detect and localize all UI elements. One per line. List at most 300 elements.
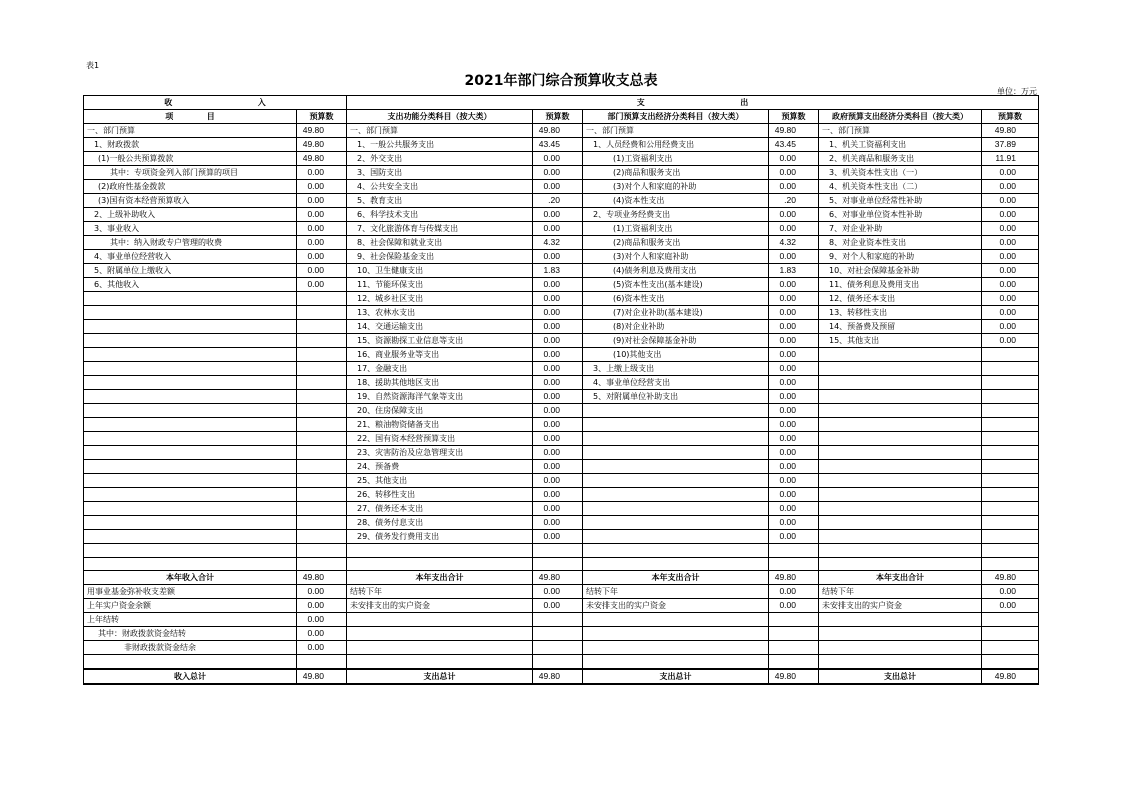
gov-amount-cell [982,474,1039,488]
gov-amount-cell: 0.00 [982,306,1039,320]
table-row [84,474,1039,488]
income-amount-cell: 0.00 [297,599,347,613]
gov-item-cell: 1、机关工资福利支出 [819,138,982,152]
col-header-budget-2: 预算数 [533,110,583,124]
func-item-cell: 支出总计 [347,669,533,684]
gov-item-cell [819,460,982,474]
func-amount-cell: 0.00 [533,530,583,544]
econ-amount-cell: 0.00 [769,516,819,530]
income-amount-cell: 0.00 [297,627,347,641]
table-row [84,194,1039,208]
econ-item-cell: (3)对个人和家庭的补助 [583,180,769,194]
grand-total-row [84,669,1039,684]
income-item-cell: 5、附属单位上缴收入 [84,264,297,278]
gov-amount-cell: 0.00 [982,180,1039,194]
income-item-cell: (2)政府性基金拨款 [84,180,297,194]
func-amount-cell [533,613,583,627]
income-item-cell: 收入总计 [84,669,297,684]
income-item-cell: 上年结转 [84,613,297,627]
col-header-budget-4: 预算数 [982,110,1039,124]
table-row [84,222,1039,236]
econ-item-cell: (2)商品和服务支出 [583,236,769,250]
income-amount-cell [297,292,347,306]
income-amount-cell [297,362,347,376]
income-item-cell: 其中：纳入财政专户管理的收费 [84,236,297,250]
gov-amount-cell [982,376,1039,390]
gov-item-cell [819,557,982,571]
gov-amount-cell: 0.00 [982,222,1039,236]
income-item-cell [84,404,297,418]
econ-amount-cell: 0.00 [769,488,819,502]
income-amount-cell [297,516,347,530]
gov-amount-cell: 0.00 [982,278,1039,292]
econ-amount-cell: 0.00 [769,278,819,292]
func-amount-cell: 0.00 [533,446,583,460]
econ-item-cell: (5)资本性支出(基本建设) [583,278,769,292]
gov-item-cell: 支出总计 [819,669,982,684]
carry-row [84,627,1039,641]
gov-item-cell: 6、对事业单位资本性补助 [819,208,982,222]
gov-item-cell: 结转下年 [819,585,982,599]
income-item-cell [84,655,297,669]
func-item-cell: 7、文化旅游体育与传媒支出 [347,222,533,236]
func-amount-cell: 0.00 [533,334,583,348]
income-item-cell: (1)一般公共预算拨款 [84,152,297,166]
func-item-cell: 10、卫生健康支出 [347,264,533,278]
func-amount-cell: 43.45 [533,138,583,152]
gov-item-cell [819,544,982,558]
func-item-cell: 19、自然资源海洋气象等支出 [347,390,533,404]
func-item-cell: 本年支出合计 [347,571,533,585]
income-amount-cell: 0.00 [297,613,347,627]
func-amount-cell: 0.00 [533,306,583,320]
income-amount-cell: 0.00 [297,180,347,194]
gov-amount-cell: 0.00 [982,264,1039,278]
func-amount-cell: 0.00 [533,432,583,446]
gov-amount-cell [982,446,1039,460]
econ-item-cell: 支出总计 [583,669,769,684]
econ-amount-cell: 0.00 [769,362,819,376]
income-item-cell: (3)国有资本经营预算收入 [84,194,297,208]
econ-item-cell [583,544,769,558]
income-amount-cell [297,557,347,571]
income-item-cell: 非财政拨款资金结余 [84,641,297,655]
table-row [84,557,1039,571]
income-amount-cell: 49.80 [297,124,347,138]
col-header-gov: 政府预算支出经济分类科目（按大类） [819,110,982,124]
func-amount-cell: 0.00 [533,516,583,530]
gov-amount-cell [982,390,1039,404]
econ-item-cell: (6)资本性支出 [583,292,769,306]
gov-amount-cell: 0.00 [982,166,1039,180]
econ-item-cell [583,460,769,474]
econ-item-cell [583,627,769,641]
col-header-budget-3: 预算数 [769,110,819,124]
econ-amount-cell [769,655,819,669]
econ-item-cell: 3、上缴上级支出 [583,362,769,376]
income-item-cell [84,292,297,306]
func-amount-cell: 0.00 [533,460,583,474]
func-item-cell: 16、商业服务业等支出 [347,348,533,362]
gov-amount-cell: 37.89 [982,138,1039,152]
func-item-cell: 8、社会保障和就业支出 [347,236,533,250]
income-amount-cell [297,306,347,320]
func-amount-cell: 0.00 [533,362,583,376]
gov-item-cell [819,362,982,376]
func-item-cell: 29、债务发行费用支出 [347,530,533,544]
col-header-econ: 部门预算支出经济分类科目（按大类） [583,110,769,124]
income-amount-cell: 49.80 [297,152,347,166]
func-amount-cell [533,557,583,571]
gov-item-cell: 7、对企业补助 [819,222,982,236]
income-amount-cell [297,432,347,446]
econ-amount-cell: 0.00 [769,348,819,362]
table-row [84,390,1039,404]
table-row [84,530,1039,544]
econ-amount-cell: 0.00 [769,152,819,166]
gov-item-cell [819,488,982,502]
table-row [84,544,1039,558]
table-row [84,362,1039,376]
gov-item-cell [819,390,982,404]
income-amount-cell [297,460,347,474]
func-item-cell: 27、债务还本支出 [347,502,533,516]
gov-item-cell [819,655,982,669]
gov-item-cell: 11、债务利息及费用支出 [819,278,982,292]
table-body [84,96,1039,684]
table-row [84,376,1039,390]
gov-amount-cell: 0.00 [982,585,1039,599]
func-item-cell: 26、转移性支出 [347,488,533,502]
income-amount-cell: 49.80 [297,669,347,684]
income-item-cell [84,502,297,516]
gov-item-cell [819,474,982,488]
col-header-budget-1: 预算数 [297,110,347,124]
func-item-cell [347,641,533,655]
econ-amount-cell [769,641,819,655]
table-row [84,306,1039,320]
func-amount-cell: 0.00 [533,376,583,390]
gov-item-cell: 12、债务还本支出 [819,292,982,306]
table-row [84,208,1039,222]
income-item-cell [84,446,297,460]
econ-amount-cell: 0.00 [769,334,819,348]
func-item-cell: 23、灾害防治及应急管理支出 [347,446,533,460]
income-amount-cell [297,446,347,460]
income-item-cell: 一、部门预算 [84,124,297,138]
econ-amount-cell: 0.00 [769,390,819,404]
gov-amount-cell: 0.00 [982,292,1039,306]
econ-item-cell [583,488,769,502]
income-item-cell [84,306,297,320]
econ-amount-cell: 49.80 [769,669,819,684]
table-row [84,166,1039,180]
income-item-cell [84,320,297,334]
gov-amount-cell [982,516,1039,530]
func-amount-cell: 0.00 [533,292,583,306]
func-item-cell: 14、交通运输支出 [347,320,533,334]
func-item-cell: 9、社会保险基金支出 [347,250,533,264]
gov-item-cell [819,613,982,627]
income-item-cell [84,460,297,474]
func-item-cell: 22、国有资本经营预算支出 [347,432,533,446]
econ-amount-cell: 0.00 [769,208,819,222]
func-amount-cell: 0.00 [533,418,583,432]
econ-item-cell: 5、对附属单位补助支出 [583,390,769,404]
income-item-cell [84,530,297,544]
func-item-cell: 15、资源勘探工业信息等支出 [347,334,533,348]
carry-row [84,641,1039,655]
econ-item-cell: (4)资本性支出 [583,194,769,208]
econ-item-cell: 4、事业单位经营支出 [583,376,769,390]
col-header-func: 支出功能分类科目（按大类） [347,110,533,124]
gov-item-cell: 9、对个人和家庭的补助 [819,250,982,264]
econ-amount-cell: 0.00 [769,530,819,544]
econ-amount-cell: 0.00 [769,376,819,390]
table-row [84,432,1039,446]
econ-amount-cell: 0.00 [769,250,819,264]
income-item-cell [84,488,297,502]
func-amount-cell: 49.80 [533,571,583,585]
income-amount-cell: 0.00 [297,641,347,655]
income-item-cell [84,376,297,390]
income-amount-cell [297,404,347,418]
income-item-cell: 2、上级补助收入 [84,208,297,222]
income-item-cell [84,334,297,348]
func-amount-cell: 0.00 [533,474,583,488]
func-amount-cell: 49.80 [533,669,583,684]
func-item-cell: 1、一般公共服务支出 [347,138,533,152]
econ-amount-cell: 0.00 [769,432,819,446]
carry-row [84,613,1039,627]
gov-amount-cell [982,488,1039,502]
income-amount-cell: 0.00 [297,166,347,180]
func-item-cell: 3、国防支出 [347,166,533,180]
income-amount-cell [297,390,347,404]
income-item-cell: 4、事业单位经营收入 [84,250,297,264]
gov-amount-cell: 0.00 [982,334,1039,348]
gov-amount-cell: 0.00 [982,250,1039,264]
func-item-cell: 17、金融支出 [347,362,533,376]
income-amount-cell: 0.00 [297,194,347,208]
econ-amount-cell: 43.45 [769,138,819,152]
gov-amount-cell: 49.80 [982,571,1039,585]
expense-group-header [347,96,1039,110]
table-row [84,292,1039,306]
func-item-cell: 12、城乡社区支出 [347,292,533,306]
func-item-cell: 18、援助其他地区支出 [347,376,533,390]
income-amount-cell: 49.80 [297,571,347,585]
func-item-cell: 5、教育支出 [347,194,533,208]
table-row [84,250,1039,264]
gov-item-cell: 5、对事业单位经常性补助 [819,194,982,208]
gov-amount-cell [982,613,1039,627]
econ-amount-cell [769,627,819,641]
table-row [84,138,1039,152]
econ-amount-cell: 0.00 [769,222,819,236]
econ-item-cell: 一、部门预算 [583,124,769,138]
col-header-item [84,110,297,124]
econ-amount-cell [769,557,819,571]
econ-item-cell: (3)对个人和家庭补助 [583,250,769,264]
gov-item-cell: 未安排支出的实户资金 [819,599,982,613]
table-row [84,488,1039,502]
gov-item-cell [819,530,982,544]
income-amount-cell [297,655,347,669]
func-item-cell: 4、公共安全支出 [347,180,533,194]
gov-amount-cell: 49.80 [982,669,1039,684]
gov-amount-cell: 0.00 [982,599,1039,613]
func-item-cell [347,613,533,627]
gov-item-cell: 15、其他支出 [819,334,982,348]
func-amount-cell: 0.00 [533,180,583,194]
func-item-cell: 6、科学技术支出 [347,208,533,222]
income-item-cell [84,516,297,530]
income-amount-cell: 0.00 [297,222,347,236]
income-amount-cell [297,502,347,516]
econ-item-cell [583,613,769,627]
func-item-cell: 11、节能环保支出 [347,278,533,292]
func-item-cell: 25、其他支出 [347,474,533,488]
econ-item-cell: (7)对企业补助(基本建设) [583,306,769,320]
func-amount-cell: 4.32 [533,236,583,250]
func-amount-cell: 49.80 [533,124,583,138]
income-amount-cell: 0.00 [297,585,347,599]
income-item-cell [84,418,297,432]
func-item-cell: 一、部门预算 [347,124,533,138]
gov-item-cell: 2、机关商品和服务支出 [819,152,982,166]
table-row [84,348,1039,362]
func-item-cell [347,557,533,571]
econ-amount-cell: 0.00 [769,306,819,320]
econ-item-cell: (10)其他支出 [583,348,769,362]
gov-item-cell: 3、机关资本性支出（一） [819,166,982,180]
econ-amount-cell: 0.00 [769,585,819,599]
gov-amount-cell [982,557,1039,571]
income-item-cell [84,544,297,558]
gov-item-cell: 一、部门预算 [819,124,982,138]
gov-amount-cell [982,502,1039,516]
income-item-cell [84,390,297,404]
gov-amount-cell: 0.00 [982,194,1039,208]
econ-amount-cell: 0.00 [769,166,819,180]
gov-item-cell: 13、转移性支出 [819,306,982,320]
gov-amount-cell [982,530,1039,544]
income-item-cell [84,362,297,376]
income-amount-cell [297,488,347,502]
gov-item-cell [819,348,982,362]
income-item-cell: 其中：专项资金列入部门预算的项目 [84,166,297,180]
income-item-cell [84,557,297,571]
unit-label: 单位：万元 [997,87,1037,96]
gov-amount-cell: 49.80 [982,124,1039,138]
func-amount-cell: 0.00 [533,585,583,599]
expense-group-right: 出 [740,98,749,107]
gov-amount-cell [982,404,1039,418]
func-amount-cell: 0.00 [533,278,583,292]
gov-item-cell: 14、预备费及预留 [819,320,982,334]
gov-amount-cell [982,641,1039,655]
func-amount-cell: 0.00 [533,404,583,418]
econ-amount-cell: 0.00 [769,404,819,418]
gov-item-cell [819,502,982,516]
income-item-cell: 上年实户资金余额 [84,599,297,613]
econ-item-cell: 未安排支出的实户资金 [583,599,769,613]
gov-amount-cell [982,460,1039,474]
income-amount-cell: 0.00 [297,278,347,292]
func-amount-cell: .20 [533,194,583,208]
func-amount-cell: 0.00 [533,390,583,404]
func-item-cell [347,627,533,641]
table-row [84,320,1039,334]
carry-row [84,585,1039,599]
econ-amount-cell: 0.00 [769,292,819,306]
table-row [84,516,1039,530]
econ-item-cell [583,502,769,516]
func-item-cell [347,544,533,558]
func-amount-cell [533,627,583,641]
gov-item-cell [819,418,982,432]
econ-item-cell: (8)对企业补助 [583,320,769,334]
gov-amount-cell [982,348,1039,362]
func-amount-cell [533,655,583,669]
econ-item-cell [583,432,769,446]
table-row [84,180,1039,194]
econ-amount-cell: 49.80 [769,571,819,585]
group-header-row [84,96,1039,110]
gov-amount-cell [982,655,1039,669]
func-amount-cell: 0.00 [533,208,583,222]
col-item-left: 项 [165,112,174,121]
gov-item-cell [819,627,982,641]
gov-item-cell: 8、对企业资本性支出 [819,236,982,250]
table-row [84,334,1039,348]
econ-amount-cell: 0.00 [769,320,819,334]
year-total-row [84,571,1039,585]
func-amount-cell: 0.00 [533,166,583,180]
econ-item-cell: 2、专项业务经费支出 [583,208,769,222]
econ-item-cell [583,530,769,544]
income-item-cell: 本年收入合计 [84,571,297,585]
table-row [84,502,1039,516]
income-amount-cell [297,348,347,362]
income-amount-cell [297,376,347,390]
gov-amount-cell [982,418,1039,432]
gov-item-cell [819,516,982,530]
income-group-left: 收 [164,98,173,107]
func-amount-cell: 0.00 [533,488,583,502]
carry-row [84,655,1039,669]
table-row [84,404,1039,418]
econ-amount-cell: 1.83 [769,264,819,278]
income-amount-cell: 0.00 [297,236,347,250]
econ-amount-cell: 0.00 [769,599,819,613]
econ-item-cell: 本年支出合计 [583,571,769,585]
col-item-right: 目 [206,112,215,121]
econ-amount-cell: 0.00 [769,418,819,432]
econ-item-cell [583,516,769,530]
func-amount-cell: 0.00 [533,348,583,362]
econ-item-cell: 1、人员经费和公用经费支出 [583,138,769,152]
table-row [84,152,1039,166]
econ-item-cell: (2)商品和服务支出 [583,166,769,180]
income-amount-cell [297,474,347,488]
income-item-cell [84,474,297,488]
econ-item-cell: (1)工资福利支出 [583,152,769,166]
gov-amount-cell: 0.00 [982,320,1039,334]
gov-item-cell [819,446,982,460]
income-item-cell: 用事业基金弥补收支差额 [84,585,297,599]
